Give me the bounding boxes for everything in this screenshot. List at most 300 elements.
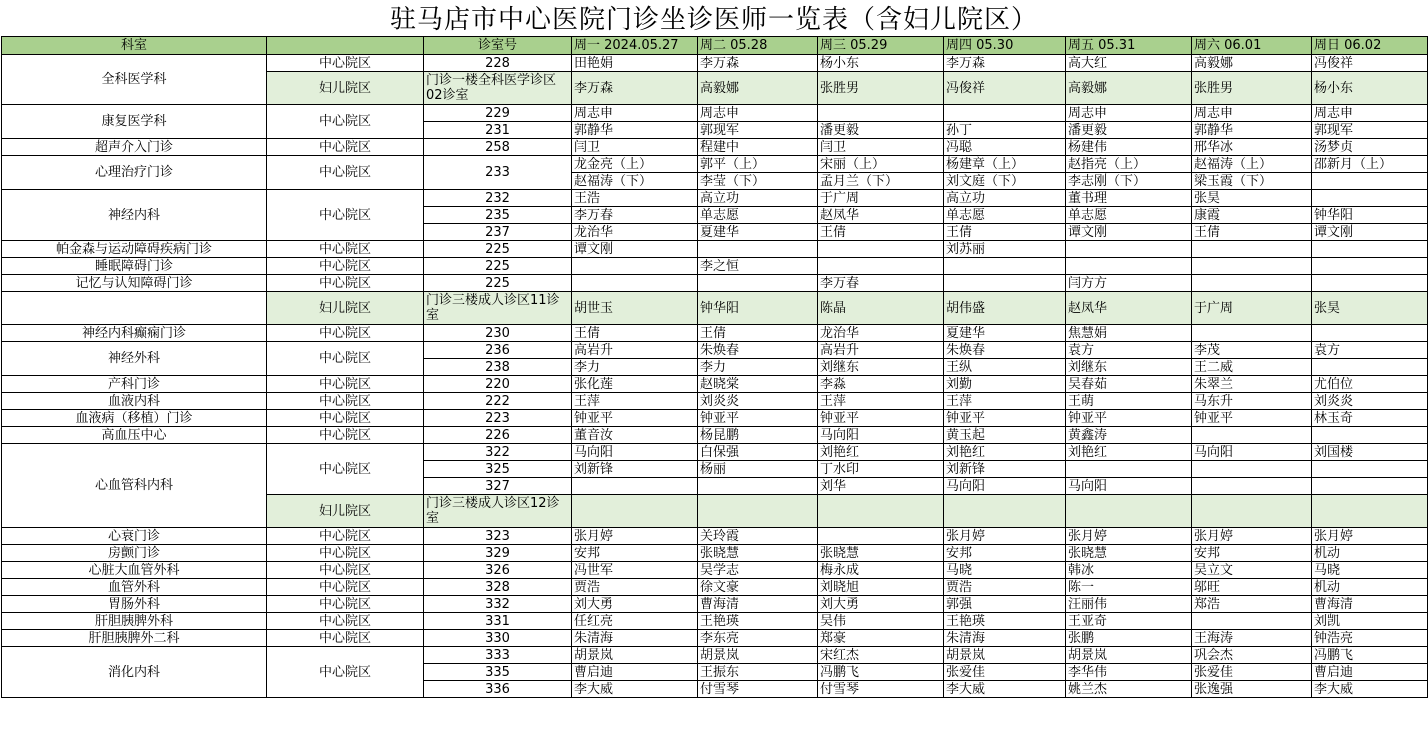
doctor-cell: 赵福涛（上） [1192, 156, 1312, 173]
doctor-cell: 王亚奇 [1066, 613, 1192, 630]
doctor-cell [1066, 461, 1192, 478]
doctor-cell: 钟华阳 [1312, 207, 1428, 224]
doctor-cell: 韩冰 [1066, 562, 1192, 579]
doctor-cell: 李东亮 [698, 630, 818, 647]
doctor-cell: 于广周 [1192, 292, 1312, 325]
room-cell: 335 [424, 664, 572, 681]
room-cell: 225 [424, 241, 572, 258]
doctor-cell: 焦慧娟 [1066, 325, 1192, 342]
campus-cell: 中心院区 [267, 241, 424, 258]
header-thu: 周四 05.30 [944, 37, 1066, 55]
doctor-cell [1192, 461, 1312, 478]
doctor-cell: 刘新锋 [944, 461, 1066, 478]
doctor-cell: 闫卫 [572, 139, 698, 156]
dept-cell: 康复医学科 [2, 105, 267, 139]
doctor-cell: 刘大勇 [572, 596, 698, 613]
doctor-cell: 高立功 [698, 190, 818, 207]
room-cell: 322 [424, 444, 572, 461]
room-cell: 258 [424, 139, 572, 156]
room-cell: 238 [424, 359, 572, 376]
doctor-cell: 任红亮 [572, 613, 698, 630]
doctor-cell: 机动 [1312, 545, 1428, 562]
doctor-cell: 曹启迪 [1312, 664, 1428, 681]
doctor-cell: 胡景岚 [944, 647, 1066, 664]
doctor-cell: 张月婷 [1312, 528, 1428, 545]
doctor-cell: 单志愿 [944, 207, 1066, 224]
table-row [2, 156, 1428, 173]
doctor-cell: 刘凯 [1312, 613, 1428, 630]
dept-cell: 肝胆胰脾外科 [2, 613, 267, 630]
room-cell: 门诊三楼成人诊区11诊室 [424, 292, 572, 325]
dept-cell: 胃肠外科 [2, 596, 267, 613]
room-cell: 330 [424, 630, 572, 647]
header-mon: 周一 2024.05.27 [572, 37, 698, 55]
dept-cell: 神经内科癫痫门诊 [2, 325, 267, 342]
doctor-cell: 梅永成 [818, 562, 944, 579]
campus-cell: 妇儿院区 [267, 495, 424, 528]
doctor-cell: 董书理 [1066, 190, 1192, 207]
doctor-cell: 闫方方 [1066, 275, 1192, 292]
doctor-cell: 高毅娜 [698, 72, 818, 105]
campus-cell: 中心院区 [267, 579, 424, 596]
doctor-cell: 张月婷 [944, 528, 1066, 545]
dept-cell: 超声介入门诊 [2, 139, 267, 156]
doctor-cell: 赵晓棠 [698, 376, 818, 393]
doctor-cell [572, 275, 698, 292]
doctor-cell: 孙丁 [944, 122, 1066, 139]
doctor-cell: 黄鑫涛 [1066, 427, 1192, 444]
doctor-cell [818, 105, 944, 122]
doctor-cell [1192, 495, 1312, 528]
doctor-cell [1066, 495, 1192, 528]
doctor-cell [1192, 275, 1312, 292]
doctor-cell: 刘勤 [944, 376, 1066, 393]
table-row [2, 528, 1428, 545]
doctor-cell [1312, 258, 1428, 275]
doctor-cell: 王倩 [572, 325, 698, 342]
doctor-cell: 袁方 [1312, 342, 1428, 359]
doctor-cell: 高毅娜 [1066, 72, 1192, 105]
doctor-cell: 周志申 [1312, 105, 1428, 122]
doctor-cell: 汪丽伟 [1066, 596, 1192, 613]
dept-cell: 心脏大血管外科 [2, 562, 267, 579]
doctor-cell: 张月婷 [1066, 528, 1192, 545]
doctor-cell: 朱清海 [572, 630, 698, 647]
campus-cell: 中心院区 [267, 410, 424, 427]
doctor-cell: 张爱佳 [1192, 664, 1312, 681]
campus-cell: 中心院区 [267, 528, 424, 545]
doctor-cell: 马向阳 [944, 478, 1066, 495]
campus-cell: 中心院区 [267, 258, 424, 275]
dept-cell [2, 292, 267, 325]
doctor-cell: 杨小东 [1312, 72, 1428, 105]
doctor-cell: 郭平（上） [698, 156, 818, 173]
doctor-cell: 刘艳红 [944, 444, 1066, 461]
doctor-cell: 胡世玉 [572, 292, 698, 325]
doctor-cell [1192, 427, 1312, 444]
table-row [2, 275, 1428, 292]
doctor-cell: 曹海清 [1312, 596, 1428, 613]
doctor-cell: 周志申 [572, 105, 698, 122]
room-cell: 230 [424, 325, 572, 342]
doctor-cell: 谭文刚 [572, 241, 698, 258]
room-cell: 332 [424, 596, 572, 613]
doctor-cell: 杨建章（上） [944, 156, 1066, 173]
doctor-cell: 付雪琴 [698, 681, 818, 698]
doctor-cell: 付雪琴 [818, 681, 944, 698]
doctor-cell: 安邦 [572, 545, 698, 562]
dept-cell: 神经内科 [2, 190, 267, 241]
room-cell: 236 [424, 342, 572, 359]
doctor-cell: 刘新锋 [572, 461, 698, 478]
doctor-cell: 单志愿 [1066, 207, 1192, 224]
doctor-cell: 赵凤华 [1066, 292, 1192, 325]
doctor-cell: 刘晓旭 [818, 579, 944, 596]
doctor-cell: 冯俊祥 [1312, 55, 1428, 72]
doctor-cell: 刘艳红 [818, 444, 944, 461]
dept-cell: 神经外科 [2, 342, 267, 376]
table-row [2, 647, 1428, 664]
doctor-cell: 康霞 [1192, 207, 1312, 224]
doctor-cell: 李力 [698, 359, 818, 376]
room-cell: 326 [424, 562, 572, 579]
room-cell: 225 [424, 275, 572, 292]
doctor-cell: 张爱佳 [944, 664, 1066, 681]
doctor-cell: 潘更毅 [818, 122, 944, 139]
doctor-cell [1066, 241, 1192, 258]
table-row [2, 562, 1428, 579]
room-cell: 门诊三楼成人诊区12诊室 [424, 495, 572, 528]
doctor-cell: 邢华冰 [1192, 139, 1312, 156]
doctor-cell: 李大威 [944, 681, 1066, 698]
table-row [2, 376, 1428, 393]
schedule-table [1, 36, 1428, 698]
doctor-cell: 张月婷 [572, 528, 698, 545]
campus-cell: 中心院区 [267, 139, 424, 156]
doctor-cell: 王艳瑛 [944, 613, 1066, 630]
campus-cell: 中心院区 [267, 427, 424, 444]
campus-cell: 中心院区 [267, 562, 424, 579]
dept-cell: 心血管科内科 [2, 444, 267, 528]
room-cell: 329 [424, 545, 572, 562]
doctor-cell: 马向阳 [1192, 444, 1312, 461]
doctor-cell: 张晓慧 [1066, 545, 1192, 562]
table-row [2, 410, 1428, 427]
doctor-cell: 王二威 [1192, 359, 1312, 376]
doctor-cell [1192, 258, 1312, 275]
room-cell: 336 [424, 681, 572, 698]
doctor-cell: 马向阳 [1066, 478, 1192, 495]
doctor-cell: 郭现军 [698, 122, 818, 139]
doctor-cell: 夏建华 [944, 325, 1066, 342]
doctor-cell: 周志申 [1192, 105, 1312, 122]
doctor-cell [698, 275, 818, 292]
dept-cell: 心衰门诊 [2, 528, 267, 545]
table-row [2, 630, 1428, 647]
doctor-cell: 王振东 [698, 664, 818, 681]
doctor-cell [1312, 495, 1428, 528]
room-cell: 229 [424, 105, 572, 122]
campus-cell: 中心院区 [267, 105, 424, 139]
doctor-cell: 李大威 [572, 681, 698, 698]
doctor-cell: 冯俊祥 [944, 72, 1066, 105]
campus-cell: 中心院区 [267, 393, 424, 410]
doctor-cell: 王浩 [572, 190, 698, 207]
doctor-cell: 谭文刚 [1066, 224, 1192, 241]
room-cell: 226 [424, 427, 572, 444]
doctor-cell [1192, 613, 1312, 630]
doctor-cell [944, 105, 1066, 122]
doctor-cell: 郑浩 [1192, 596, 1312, 613]
room-cell: 225 [424, 258, 572, 275]
doctor-cell: 张化莲 [572, 376, 698, 393]
doctor-cell: 张胜男 [1192, 72, 1312, 105]
doctor-cell: 龙金亮（上） [572, 156, 698, 173]
doctor-cell: 曹启迪 [572, 664, 698, 681]
doctor-cell: 王萍 [572, 393, 698, 410]
doctor-cell: 胡伟盛 [944, 292, 1066, 325]
doctor-cell: 董音汝 [572, 427, 698, 444]
doctor-cell: 高岩升 [818, 342, 944, 359]
campus-cell: 中心院区 [267, 376, 424, 393]
campus-cell: 中心院区 [267, 613, 424, 630]
doctor-cell: 马向阳 [572, 444, 698, 461]
doctor-cell [818, 495, 944, 528]
header-row [2, 37, 1428, 55]
room-cell: 231 [424, 122, 572, 139]
doctor-cell: 李万春 [572, 207, 698, 224]
doctor-cell: 贾浩 [944, 579, 1066, 596]
page-title: 驻马店市中心医院门诊坐诊医师一览表（含妇儿院区） [389, 5, 1038, 35]
doctor-cell: 李莹（下） [698, 173, 818, 190]
dept-cell: 血液内科 [2, 393, 267, 410]
doctor-cell: 龙治华 [818, 325, 944, 342]
doctor-cell: 丁水印 [818, 461, 944, 478]
doctor-cell: 田艳娟 [572, 55, 698, 72]
doctor-cell [1192, 241, 1312, 258]
header-fri: 周五 05.31 [1066, 37, 1192, 55]
doctor-cell: 李万森 [572, 72, 698, 105]
doctor-cell: 刘继东 [818, 359, 944, 376]
doctor-cell: 吴伟 [818, 613, 944, 630]
doctor-cell: 张月婷 [1192, 528, 1312, 545]
doctor-cell: 王萍 [818, 393, 944, 410]
doctor-cell [1312, 478, 1428, 495]
doctor-cell: 巩会杰 [1192, 647, 1312, 664]
doctor-cell: 李志刚（下） [1066, 173, 1192, 190]
doctor-cell [1312, 325, 1428, 342]
doctor-cell: 胡景岚 [572, 647, 698, 664]
doctor-cell: 刘继东 [1066, 359, 1192, 376]
doctor-cell: 王倩 [698, 325, 818, 342]
campus-cell: 中心院区 [267, 596, 424, 613]
doctor-cell: 刘艳红 [1066, 444, 1192, 461]
doctor-cell: 白保强 [698, 444, 818, 461]
doctor-cell: 孟月兰（下） [818, 173, 944, 190]
doctor-cell: 赵福涛（下） [572, 173, 698, 190]
doctor-cell: 龙治华 [572, 224, 698, 241]
doctor-cell [1312, 173, 1428, 190]
doctor-cell [1312, 241, 1428, 258]
table-row [2, 139, 1428, 156]
doctor-cell: 刘炎炎 [698, 393, 818, 410]
doctor-cell [1312, 275, 1428, 292]
doctor-cell: 刘炎炎 [1312, 393, 1428, 410]
doctor-cell: 杨建伟 [1066, 139, 1192, 156]
doctor-cell: 赵凤华 [818, 207, 944, 224]
dept-cell: 血管外科 [2, 579, 267, 596]
header-campus [267, 37, 424, 55]
table-row [2, 444, 1428, 461]
doctor-cell: 李力 [572, 359, 698, 376]
doctor-cell: 钟亚平 [1066, 410, 1192, 427]
campus-cell: 中心院区 [267, 190, 424, 241]
doctor-cell [572, 495, 698, 528]
room-cell: 333 [424, 647, 572, 664]
doctor-cell: 张昊 [1192, 190, 1312, 207]
doctor-cell: 梁玉霞（下） [1192, 173, 1312, 190]
doctor-cell: 钟浩亮 [1312, 630, 1428, 647]
header-tue: 周二 05.28 [698, 37, 818, 55]
doctor-cell: 郭强 [944, 596, 1066, 613]
doctor-cell: 袁方 [1066, 342, 1192, 359]
doctor-cell: 钟亚平 [818, 410, 944, 427]
doctor-cell: 杨小东 [818, 55, 944, 72]
doctor-cell: 吴立文 [1192, 562, 1312, 579]
dept-cell: 产科门诊 [2, 376, 267, 393]
doctor-cell [1312, 190, 1428, 207]
header-sun: 周日 06.02 [1312, 37, 1428, 55]
doctor-cell: 钟亚平 [944, 410, 1066, 427]
doctor-cell: 王萌 [1066, 393, 1192, 410]
doctor-cell: 张鹏 [1066, 630, 1192, 647]
doctor-cell: 钟亚平 [1192, 410, 1312, 427]
header-wed: 周三 05.29 [818, 37, 944, 55]
dept-cell: 消化内科 [2, 647, 267, 698]
doctor-cell: 钟亚平 [698, 410, 818, 427]
campus-cell: 中心院区 [267, 545, 424, 562]
doctor-cell: 于广周 [818, 190, 944, 207]
dept-cell: 心理治疗门诊 [2, 156, 267, 190]
room-cell: 228 [424, 55, 572, 72]
doctor-cell: 吴春茹 [1066, 376, 1192, 393]
doctor-cell: 赵指亮（上） [1066, 156, 1192, 173]
doctor-cell [1312, 461, 1428, 478]
campus-cell: 中心院区 [267, 630, 424, 647]
room-cell: 331 [424, 613, 572, 630]
doctor-cell [944, 258, 1066, 275]
doctor-cell: 王海涛 [1192, 630, 1312, 647]
doctor-cell: 单志愿 [698, 207, 818, 224]
doctor-cell: 宋丽（上） [818, 156, 944, 173]
doctor-cell: 李茂 [1192, 342, 1312, 359]
doctor-cell: 冯鹏飞 [1312, 647, 1428, 664]
doctor-cell: 胡景岚 [1066, 647, 1192, 664]
doctor-cell [1066, 258, 1192, 275]
room-cell: 223 [424, 410, 572, 427]
room-cell: 328 [424, 579, 572, 596]
doctor-cell: 钟华阳 [698, 292, 818, 325]
doctor-cell: 郑豪 [818, 630, 944, 647]
doctor-cell: 刘大勇 [818, 596, 944, 613]
campus-cell: 妇儿院区 [267, 72, 424, 105]
doctor-cell [1312, 427, 1428, 444]
table-row [2, 258, 1428, 275]
room-cell: 325 [424, 461, 572, 478]
doctor-cell: 闫卫 [818, 139, 944, 156]
doctor-cell: 王萍 [944, 393, 1066, 410]
doctor-cell: 李华伟 [1066, 664, 1192, 681]
doctor-cell [572, 258, 698, 275]
doctor-cell: 朱焕春 [944, 342, 1066, 359]
room-cell: 222 [424, 393, 572, 410]
doctor-cell: 钟亚平 [572, 410, 698, 427]
room-cell: 327 [424, 478, 572, 495]
table-row [2, 190, 1428, 207]
doctor-cell: 潘更毅 [1066, 122, 1192, 139]
doctor-cell [818, 241, 944, 258]
doctor-cell: 郭静华 [1192, 122, 1312, 139]
doctor-cell: 机动 [1312, 579, 1428, 596]
campus-cell: 妇儿院区 [267, 292, 424, 325]
doctor-cell: 周志申 [1066, 105, 1192, 122]
doctor-cell: 王倩 [1192, 224, 1312, 241]
doctor-cell: 关玲霞 [698, 528, 818, 545]
doctor-cell: 吴学志 [698, 562, 818, 579]
room-cell: 237 [424, 224, 572, 241]
doctor-cell: 杨昆鹏 [698, 427, 818, 444]
doctor-cell: 高毅娜 [1192, 55, 1312, 72]
doctor-cell: 王倩 [944, 224, 1066, 241]
dept-cell: 房颤门诊 [2, 545, 267, 562]
doctor-cell: 冯世军 [572, 562, 698, 579]
campus-cell: 中心院区 [267, 342, 424, 376]
doctor-cell: 朱翠兰 [1192, 376, 1312, 393]
doctor-cell [698, 495, 818, 528]
doctor-cell: 朱焕春 [698, 342, 818, 359]
doctor-cell: 张昊 [1312, 292, 1428, 325]
doctor-cell: 张晓慧 [698, 545, 818, 562]
doctor-cell: 王纵 [944, 359, 1066, 376]
doctor-cell: 李淼 [818, 376, 944, 393]
doctor-cell: 李之恒 [698, 258, 818, 275]
doctor-cell: 马晓 [944, 562, 1066, 579]
doctor-cell: 李万森 [944, 55, 1066, 72]
doctor-cell: 高大红 [1066, 55, 1192, 72]
doctor-cell: 周志申 [698, 105, 818, 122]
doctor-cell: 黄玉起 [944, 427, 1066, 444]
doctor-cell: 刘苏丽 [944, 241, 1066, 258]
table-row [2, 545, 1428, 562]
doctor-cell: 王艳瑛 [698, 613, 818, 630]
doctor-cell: 胡景岚 [698, 647, 818, 664]
doctor-cell: 安邦 [944, 545, 1066, 562]
doctor-cell: 徐文豪 [698, 579, 818, 596]
doctor-cell [944, 275, 1066, 292]
doctor-cell [572, 478, 698, 495]
doctor-cell: 马东升 [1192, 393, 1312, 410]
campus-cell: 中心院区 [267, 55, 424, 72]
doctor-cell: 汤梦贞 [1312, 139, 1428, 156]
doctor-cell: 郭静华 [572, 122, 698, 139]
doctor-cell: 马向阳 [818, 427, 944, 444]
dept-cell: 睡眠障碍门诊 [2, 258, 267, 275]
campus-cell: 中心院区 [267, 275, 424, 292]
doctor-cell: 王倩 [818, 224, 944, 241]
doctor-cell: 高立功 [944, 190, 1066, 207]
doctor-cell: 冯鹏飞 [818, 664, 944, 681]
doctor-cell: 马晓 [1312, 562, 1428, 579]
